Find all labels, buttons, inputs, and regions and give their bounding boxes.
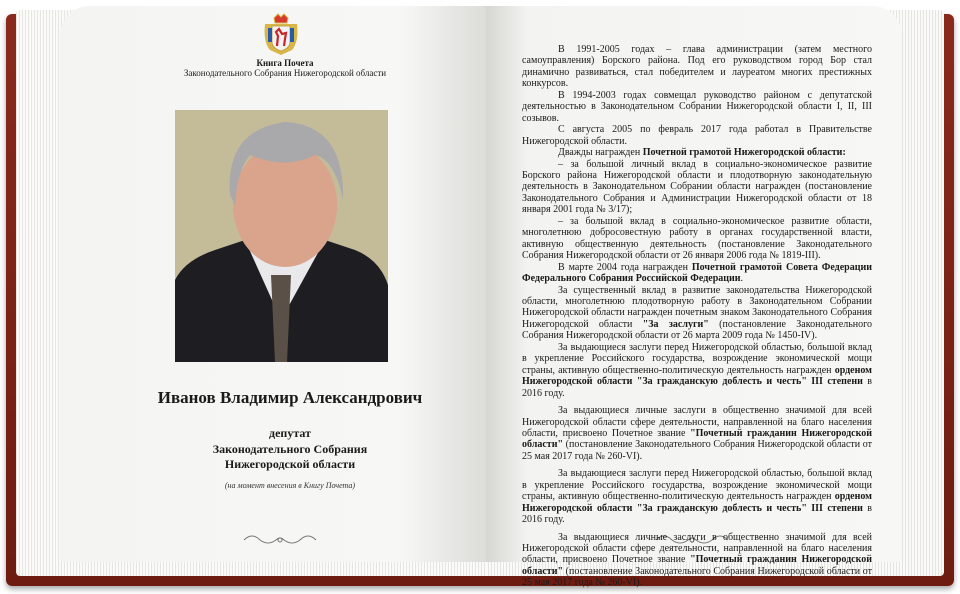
paragraph-text: С августа 2005 по февраль 2017 года работал в Правительстве Нижегородской области. — [522, 124, 872, 147]
award-name: "Почетный гражданин Нижегородской области" — [522, 554, 872, 577]
biography-paragraph — [522, 405, 872, 462]
paragraph-text: В 1991-2005 годах – глава администрации (затем местного самоуправления) Борского района. Под его руководством город Бор стал динамично развиваться, стал победителем и лауреатом многих престижных конкурсов. — [522, 44, 872, 90]
biography-paragraph — [522, 124, 872, 147]
award-name: орденом Нижегородской области "За гражданскую доблесть и честь" III степени — [522, 364, 872, 388]
paragraph-text: В марте 2004 года награжден — [558, 261, 692, 273]
biography-text — [522, 44, 872, 589]
award-name: "Почетный гражданин Нижегородской области" — [522, 427, 872, 451]
person-role — [140, 426, 440, 473]
paragraph-text: в 2016 году. — [522, 376, 872, 399]
biography-paragraph — [522, 216, 872, 262]
award-name: Почетной грамотой Совета Федерации Федерального Собрания Российской Федерации — [522, 261, 872, 285]
biography-paragraph — [522, 342, 872, 399]
biography-paragraph — [522, 44, 872, 90]
paragraph-text: За выдающиеся личные заслуги в общественно значимой для всей Нижегородской области сфере деятельности, направленной на благо населения области, присвоено Почетное звание — [522, 405, 872, 439]
paragraph-text: За выдающиеся заслуги перед Нижегородской областью, большой вклад в укрепление Российского государства, возрождение экономической мощи страны, активную общественно-политическую деятельность награжден — [522, 468, 872, 503]
paragraph-text: в 2016 году. — [522, 502, 872, 526]
role-line: депутат — [269, 426, 311, 440]
biography-paragraph — [522, 532, 872, 589]
paragraph-text: За существенный вклад в развитие законодательства Нижегородской области, многолетнюю плодотворную работу в Законодательном Собрании Нижегородской области награжден почетным знаком Законодательного Собрания Нижегородской области — [522, 284, 872, 330]
biography-paragraph — [522, 90, 872, 124]
paragraph-text: – за большой личный вклад в социально-экономическое развитие Борского района Нижегородской области и плодотворную законодательную деятельность в Законодательном Собрании области награжден (постановление Законодательного Собрания и Администрации Нижегородской области от 18 января 2001 года № 3/17); — [522, 158, 872, 216]
portrait-photo — [175, 110, 388, 362]
entry-note: (на момент внесения в Книгу Почета) — [224, 481, 356, 490]
paragraph-text: В 1994-2003 годах совмещал руководство районом с депутатской деятельностью в Законодательном Собрании Нижегородской области I, II, III созывов. — [522, 89, 872, 124]
paragraph-text: (постановление Законодательного Собрания Нижегородской области от 25 мая 2017 года № 260-VI). — [522, 439, 872, 462]
award-name: орденом Нижегородской области "За гражданскую доблесть и честь" III степени — [522, 491, 872, 514]
biography-paragraph — [522, 285, 872, 342]
biography-paragraph — [522, 147, 872, 158]
role-line: Нижегородской области — [224, 457, 356, 471]
person-name: Иванов Владимир Александрович — [157, 388, 423, 407]
coat-of-arms-icon — [262, 12, 300, 56]
paragraph-text: (постановление Законодательного Собрания Нижегородской области от 26 марта 2009 года № 1450-IV). — [522, 318, 872, 342]
book-title: Книга Почета — [256, 58, 314, 68]
award-name: Почетной грамотой Нижегородской области: — [642, 147, 846, 159]
biography-paragraph — [522, 159, 872, 216]
book-subtitle: Законодательного Собрания Нижегородской области — [183, 68, 387, 78]
paragraph-text: (постановление Законодательного Собрания Нижегородской области от 25 мая 2017 года № 260-VI). — [522, 565, 872, 589]
paragraph-text: За выдающиеся заслуги перед Нижегородской областью, большой вклад в укрепление Российского государства, возрождение экономической мощи страны, активную общественно-политическую деятельность награжден — [522, 341, 872, 376]
paragraph-text: – за большой вклад в социально-экономическое развитие области, многолетнюю добросовестную работу в органах государственной власти, активную общественную деятельность (постановление Законодательного Собрания Нижегородской области от 26 января 2006 года № 1819-III). — [522, 215, 872, 262]
award-name: "За заслуги" — [642, 318, 709, 330]
role-line: Законодательного Собрания — [212, 441, 368, 456]
paragraph-text: . — [740, 273, 744, 285]
biography-paragraph — [522, 262, 872, 285]
biography-paragraph — [522, 468, 872, 525]
paragraph-text: Дважды награжден — [558, 147, 643, 159]
ornament-icon — [242, 532, 318, 548]
paragraph-text: За выдающиеся личные заслуги в общественно значимой для всей Нижегородской области сфере деятельности, направленной на благо населения области, присвоено Почетное звание — [522, 531, 872, 566]
